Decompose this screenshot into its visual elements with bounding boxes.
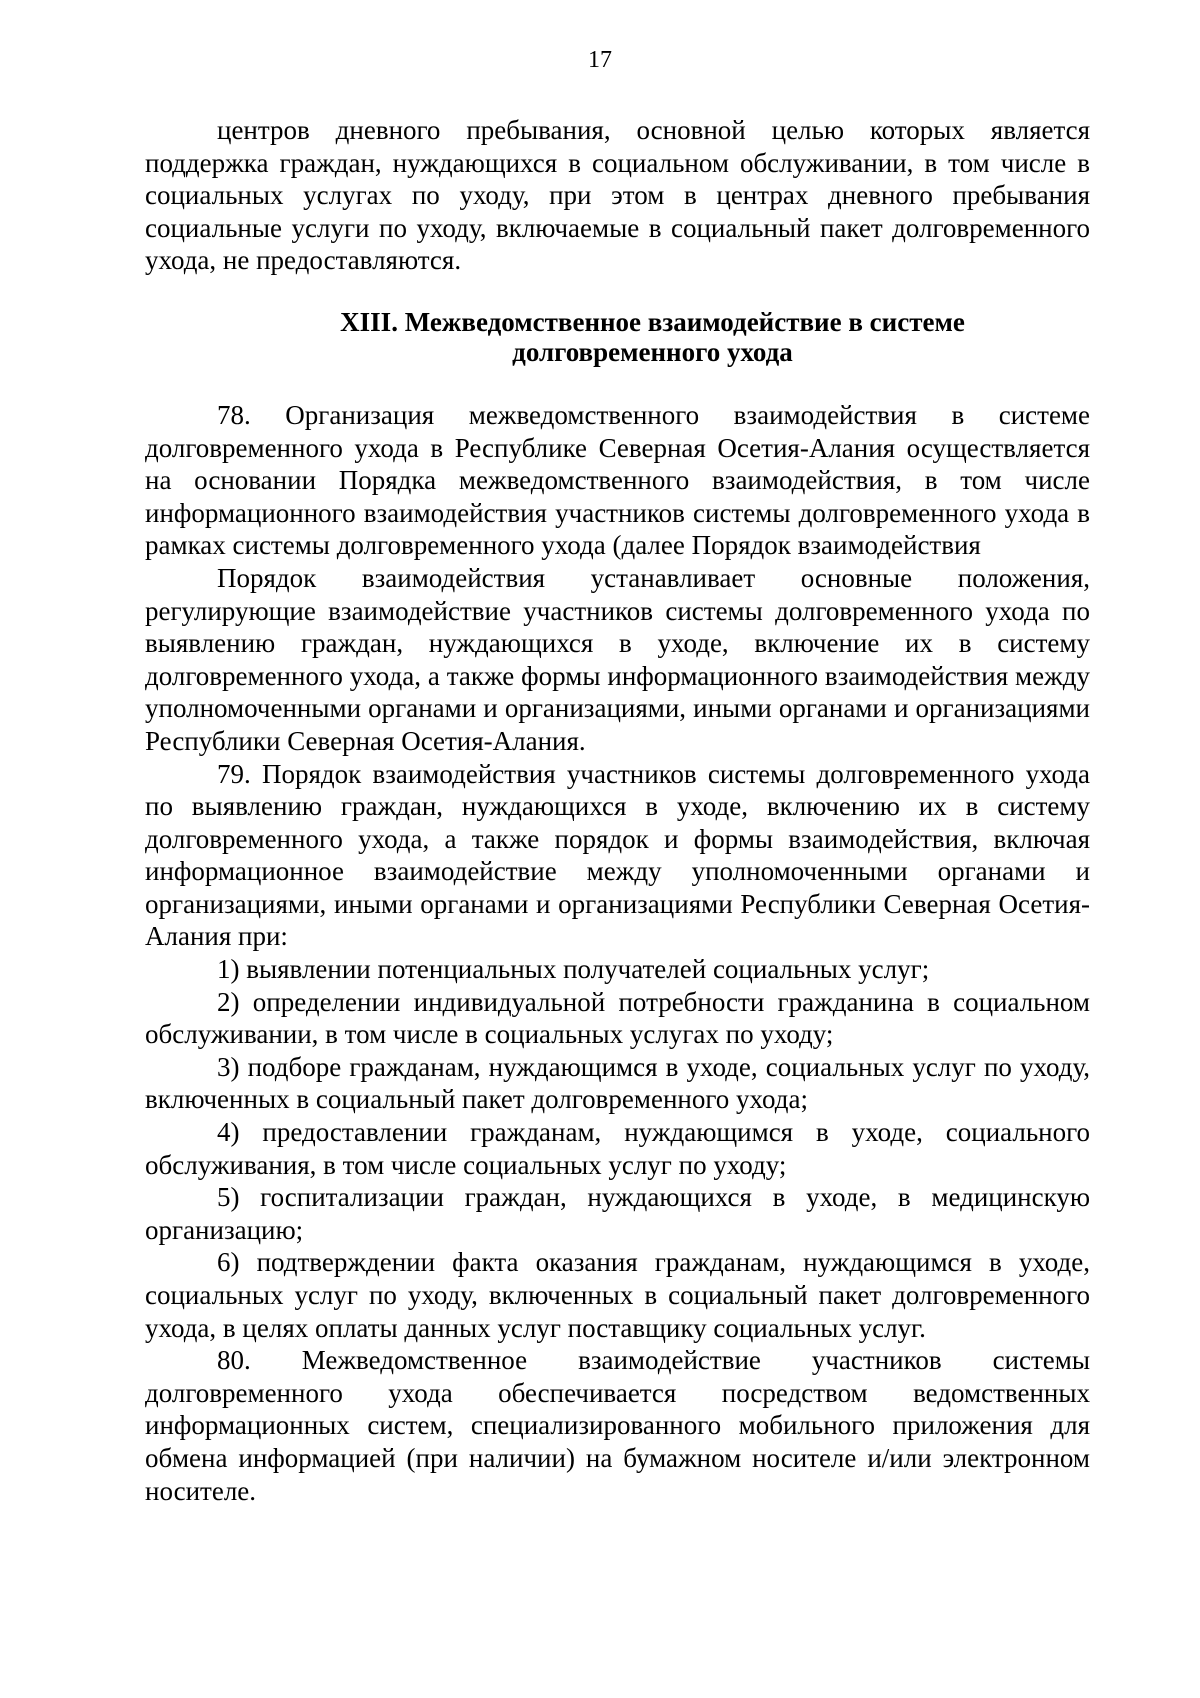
list-item-1: 1) выявлении потенциальных получателей социальных услуг; — [217, 954, 930, 985]
list-item-2: 2) определении индивидуальной потребности гражданина в социальном обслуживании, в том числе в социальных услугах по уходу; — [145, 986, 1090, 1050]
list-item-4: 4) предоставлении гражданам, нуждающимся в уходе, социального обслуживания, в том числе социальных услуг по уходу; — [145, 1117, 1090, 1180]
document-body — [145, 114, 1090, 1507]
list-item-5: 5) госпитализации граждан, нуждающихся в уходе, в медицинскую организацию; — [145, 1182, 1090, 1245]
section-title-line-1: XIII. Межведомственное взаимодействие в системе — [340, 306, 965, 337]
paragraph-80: 80. Межведомственное взаимодействие участников системы долговременного ухода обеспечивается посредством ведомственных информационных систем, специализированного мобильного приложения для обмена информацией (при наличии) на бумажном носителе и/или электронном носителе. — [145, 1345, 1090, 1506]
section-heading — [145, 307, 1090, 367]
section-title-line-2: долговременного ухода — [512, 336, 793, 367]
intro-paragraph: центров дневного пребывания, основной целью которых является поддержка граждан, нуждающихся в социальном обслуживании, в том числе в социальных услугах по уходу, при этом в центрах дневного пребывания социальные услуги по уходу, включаемые в социальный пакет долговременного ухода, не предоставляются. — [145, 115, 1090, 276]
list-item-3: 3) подборе гражданам, нуждающимся в уходе, социальных услуг по уходу, включенных в социальный пакет долговременного ухода; — [145, 1051, 1090, 1115]
paragraph-order: Порядок взаимодействия устанавливает основные положения, регулирующие взаимодействие участников системы долговременного ухода по выявлению граждан, нуждающихся в уходе, включение их в систему долговременного ухода, а также формы информационного взаимодействия между уполномоченными органами и организациями, иными органами и организациями Республики Северная Осетия-Алания. — [145, 562, 1090, 756]
paragraph-78: 78. Организация межведомственного взаимодействия в системе долговременного ухода в Республике Северная Осетия-Алания осуществляется на основании Порядка межведомственного взаимодействия, в том числе информационного взаимодействия участников системы долговременного ухода в рамках системы долговременного ухода (далее Порядок взаимодействия — [145, 399, 1090, 561]
paragraph-79: 79. Порядок взаимодействия участников системы долговременного ухода по выявлению граждан, нуждающихся в уходе, включению их в систему долговременного ухода, а также порядок и формы взаимодействия, включая информационное взаимодействие между уполномоченными органами и организациями, иными органами и организациями Республики Северная Осетия-Алания при: — [145, 758, 1090, 952]
page-number: 17 — [588, 47, 612, 73]
list-item-6: 6) подтверждении факта оказания гражданам, нуждающимся в уходе, социальных услуг по уходу, включенных в социальный пакет долговременного ухода, в целях оплаты данных услуг поставщику социальных услуг. — [145, 1247, 1090, 1343]
